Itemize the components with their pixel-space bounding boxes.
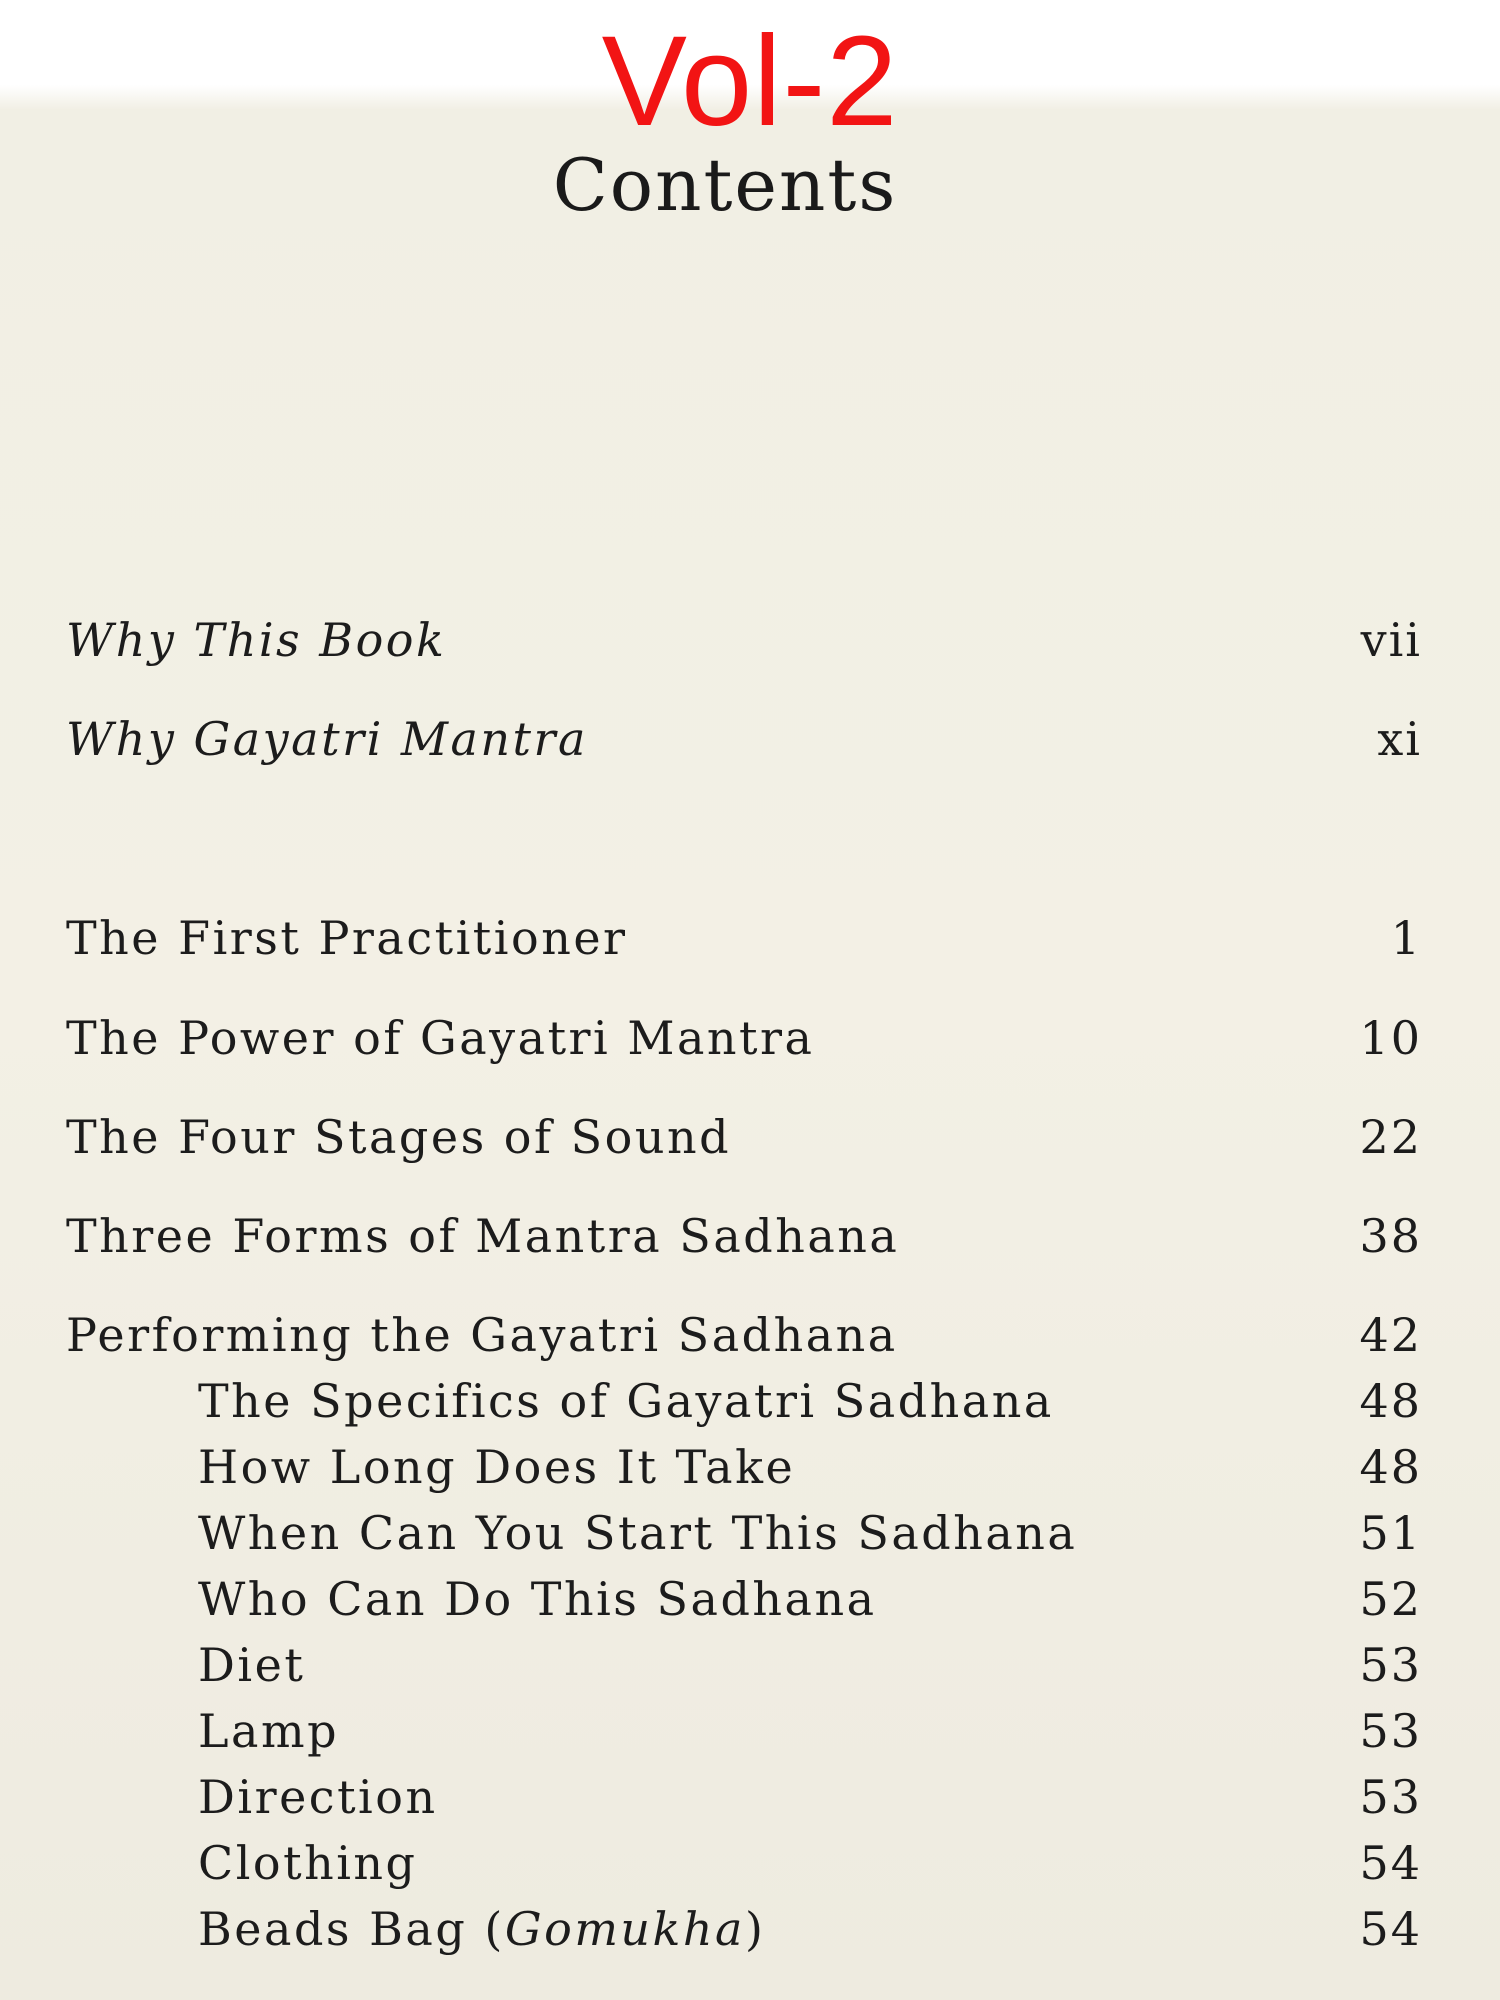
toc-entry-page: 48 bbox=[1359, 1440, 1422, 1494]
toc-entry-title: Who Can Do This Sadhana bbox=[198, 1572, 877, 1626]
toc-entry-title bbox=[198, 1899, 765, 1959]
toc-entry-title-suffix: ) bbox=[745, 1902, 766, 1956]
toc-entry-title: Lamp bbox=[198, 1704, 340, 1758]
toc-entry-page: 53 bbox=[1359, 1770, 1422, 1824]
toc-entry-title: The First Practitioner bbox=[66, 911, 628, 965]
toc-entry bbox=[0, 1437, 1500, 1497]
toc-entry-page: 52 bbox=[1359, 1572, 1422, 1626]
toc-entry bbox=[0, 1305, 1500, 1365]
toc-entry-page: 51 bbox=[1359, 1506, 1422, 1560]
toc-entry-page: 22 bbox=[1359, 1110, 1422, 1164]
page-title: Contents bbox=[552, 143, 898, 227]
toc-entry-title: The Four Stages of Sound bbox=[66, 1110, 732, 1164]
toc-entry-title: Direction bbox=[198, 1770, 438, 1824]
toc-entry bbox=[0, 1635, 1500, 1695]
toc-entry-title: Why Gayatri Mantra bbox=[66, 712, 588, 766]
toc-entry bbox=[0, 1833, 1500, 1893]
toc-entry-page: 10 bbox=[1359, 1011, 1422, 1065]
toc-entry-page: 53 bbox=[1359, 1704, 1422, 1758]
toc-entry-page: 38 bbox=[1359, 1209, 1422, 1263]
toc-entry-page: 1 bbox=[1390, 911, 1422, 965]
toc-entry-title: Why This Book bbox=[66, 613, 447, 667]
toc-entry bbox=[0, 1371, 1500, 1431]
toc-entry bbox=[0, 1206, 1500, 1266]
toc-entry-page: 42 bbox=[1359, 1308, 1422, 1362]
toc-entry-page: 54 bbox=[1359, 1902, 1422, 1956]
toc-entry bbox=[0, 709, 1500, 769]
toc-entry-page: xi bbox=[1377, 712, 1422, 766]
toc-entry bbox=[0, 1503, 1500, 1563]
toc-entry-title: Diet bbox=[198, 1638, 306, 1692]
toc-entry-title: How Long Does It Take bbox=[198, 1440, 796, 1494]
toc-entry bbox=[0, 1569, 1500, 1629]
toc-entry-title: The Specifics of Gayatri Sadhana bbox=[198, 1374, 1054, 1428]
toc-entry-title-prefix: Beads Bag ( bbox=[198, 1902, 505, 1956]
toc-entry bbox=[0, 908, 1500, 968]
toc-entry-title: Performing the Gayatri Sadhana bbox=[66, 1308, 898, 1362]
toc-entry bbox=[0, 1107, 1500, 1167]
toc-entry bbox=[0, 1008, 1500, 1068]
toc-entry-page: 53 bbox=[1359, 1638, 1422, 1692]
toc-entry-page: 48 bbox=[1359, 1374, 1422, 1428]
toc-entry bbox=[0, 1701, 1500, 1761]
toc-entry-title-italic: Gomukha bbox=[504, 1902, 745, 1956]
toc-entry-title: Clothing bbox=[198, 1836, 418, 1890]
toc-entry-title: Three Forms of Mantra Sadhana bbox=[66, 1209, 900, 1263]
toc-entry-title: When Can You Start This Sadhana bbox=[198, 1506, 1078, 1560]
volume-label: Vol-2 bbox=[601, 10, 899, 153]
toc-entry bbox=[0, 610, 1500, 670]
toc-entry-page: vii bbox=[1360, 613, 1422, 667]
toc-entry-page: 54 bbox=[1359, 1836, 1422, 1890]
toc-entry bbox=[0, 1767, 1500, 1827]
toc-entry bbox=[0, 1899, 1500, 1959]
toc-entry-title: The Power of Gayatri Mantra bbox=[66, 1011, 815, 1065]
